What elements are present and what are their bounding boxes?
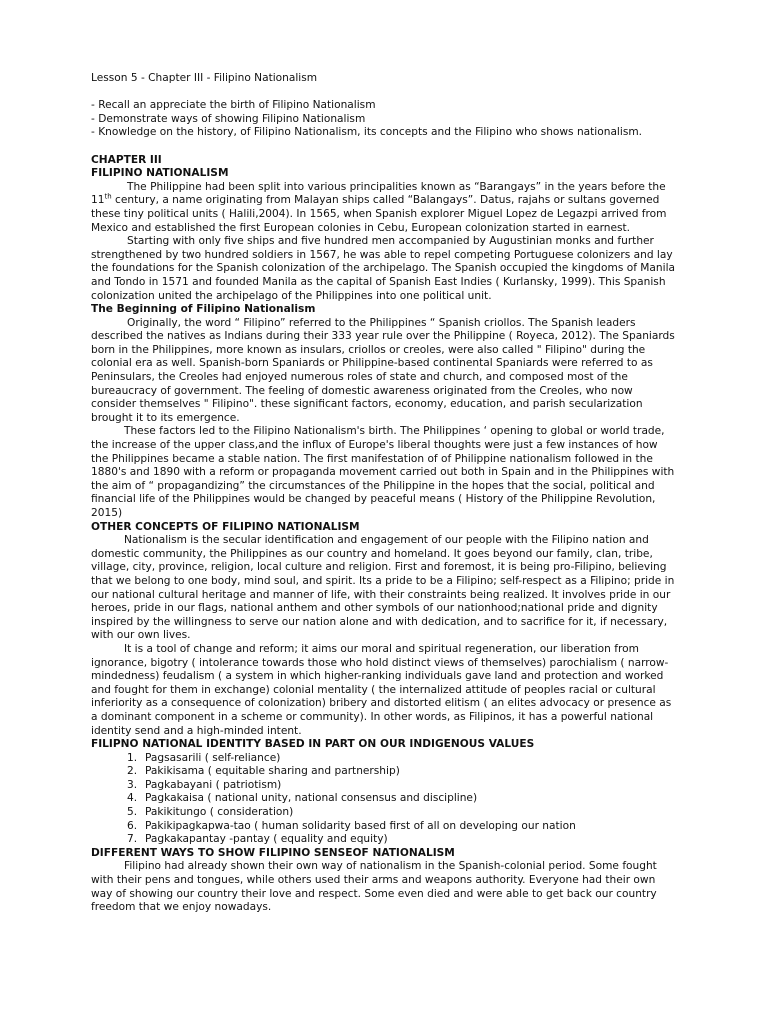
other-concepts-paragraph-2: It is a tool of change and reform; it aims our moral and spiritual regeneration, our liberation from ignorance, bigotry ( intolerance towards those who hold distinct views of themselves) parochialism ( narrow-mindedness) feudalism ( a system in which higher-ranking individuals gave land and protection and worked and fought for them in exchange) colonial mentality ( the internalized attitude of peoples racial or cultural inferiority as a consequence of colonization) bribery and distorted elitism ( an elites advocacy or presence as a dominant component in a scheme or community). In other words, as Filipinos, it has a powerful national identity send and a high-minded intent. — [91, 642, 672, 737]
list-text: Pagsasarili ( self-reliance) — [145, 751, 281, 764]
lesson-title: Lesson 5 - Chapter III - Filipino Nationalism — [91, 72, 318, 84]
list-number: 4. — [127, 792, 138, 805]
list-text: Pagkabayani ( patriotism) — [145, 778, 282, 791]
intro-text-b: century, a name originating from Malayan ships called “Balangays”. Datus, rajahs or sultans governed these tiny political units ( Halili,2004). In 1565, when Spanish explorer Miguel Lopez de Legazpi arrived from Mexico and established the first European colonies in Cebu, European colonization started in earnest. — [91, 194, 667, 234]
list-item — [127, 779, 676, 793]
list-number: 2. — [127, 765, 138, 778]
list-number: 3. — [127, 778, 138, 791]
list-text: Pagkakaisa ( national unity, national consensus and discipline) — [145, 792, 478, 805]
ways-paragraph-1: Filipino had already shown their own way of nationalism in the Spanish-colonial period. Some fought with their pens and tongues, while others used their arms and weapons authority. Everyone had their own way of showing our country their love and respect. Some even died and were able to get back our country freedom that we enjoy nowadays. — [91, 860, 657, 914]
ordinal-suffix: th — [104, 192, 112, 201]
list-item — [127, 833, 676, 847]
list-number: 6. — [127, 819, 138, 832]
list-item — [127, 765, 676, 779]
list-text: Pakikipagkapwa-tao ( human solidarity based first of all on developing our nation — [145, 819, 576, 832]
list-number: 7. — [127, 833, 138, 846]
intro-text-a: The Philippine had been split into various principalities known as “Barangays” in the years before the 11 — [91, 180, 666, 207]
chapter-title: FILIPINO NATIONALISM — [91, 167, 229, 180]
list-item — [127, 820, 676, 834]
objective-item: - Recall an appreciate the birth of Filipino Nationalism — [91, 99, 376, 112]
intro-paragraph-2: Starting with only five ships and five hundred men accompanied by Augustinian monks and further strengthened by two hundred soldiers in 1567, he was able to repel competing Portuguese colonizers and lay the foundations for the Spanish colonization of the archipelago. The Spanish occupied the kingdoms of Manila and Tondo in 1571 and founded Manila as the capital of Spanish East Indies ( Kurlansky, 1999). This Spanish colonization united the archipelago of the Philippines into one political unit. — [91, 235, 676, 302]
objectives-list — [91, 99, 676, 140]
list-item — [127, 792, 676, 806]
section-heading-identity: FILIPNO NATIONAL IDENTITY BASED IN PART ON OUR INDIGENOUS VALUES — [91, 738, 535, 751]
section-heading-beginning: The Beginning of Filipino Nationalism — [91, 303, 316, 316]
objective-item: - Demonstrate ways of showing Filipino Nationalism — [91, 112, 366, 125]
list-number: 5. — [127, 806, 138, 819]
beginning-paragraph-2: These factors led to the Filipino Nationalism's birth. The Philippines ‘ opening to global or world trade, the increase of the upper class,and the influx of Europe's liberal thoughts were just a few instances of how the Philippines became a stable nation. The first manifestation of of Philippine nationalism followed in the 1880's and 1890 with a reform or propaganda movement carried out both in Spain and in the Philippines with the aim of “ propagandizing” the circumstances of the Philippine in the hopes that the social, political and financial life of the Philippines would be changed by peaceful means ( History of the Philippine Revolution, 2015) — [91, 425, 675, 519]
values-list — [91, 752, 676, 847]
list-text: Pakikisama ( equitable sharing and partnership) — [145, 765, 400, 778]
spacer — [91, 140, 676, 154]
intro-paragraph-1 — [91, 181, 676, 235]
section-heading-ways: DIFFERENT WAYS TO SHOW FILIPINO SENSEOF NATIONALISM — [91, 846, 455, 859]
other-concepts-paragraph-1: Nationalism is the secular identification and engagement of our people with the Filipino nation and domestic community, the Philippines as our country and homeland. It goes beyond our family, clan, tribe, village, city, province, religion, local culture and religion. First and foremost, it is being pro-Filipino, believing that we belong to one body, mind soul, and spirit. Its a pride to be a Filipino; self-respect as a Filipino; pride in our national cultural heritage and manner of life, with their constraints being realized. It involves pride in our heroes, pride in our flags, national anthem and other symbols of our nationhood;national pride and dignity inspired by the willingness to serve our nation alone and with dedication, and to sacrifice for it, if necessary, with our own lives. — [91, 534, 675, 642]
list-item — [127, 806, 676, 820]
spacer — [91, 86, 676, 100]
section-heading-other-concepts: OTHER CONCEPTS OF FILIPINO NATIONALISM — [91, 520, 360, 533]
list-item — [127, 752, 676, 766]
beginning-paragraph-1: Originally, the word “ Filipino” referred to the Philippines “ Spanish criollos. The Spanish leaders described the natives as Indians during their 333 year rule over the Philippine ( Royeca, 2012). The Spaniards born in the Philippines, more known as insulars, criollos or creoles, were also called " Filipino" during the colonial era as well. Spanish-born Spaniards or Philippine-based continental Spaniards were referred to as Peninsulars, the Creoles had enjoyed numerous roles of state and church, and composed most of the bureaucracy of government. The feeling of domestic awareness originated from the Creoles, who now consider themselves " Filipino". these significant factors, economy, education, and parish secularization brought it to its emergence. — [91, 316, 675, 424]
objective-item: - Knowledge on the history, of Filipino Nationalism, its concepts and the Filipino who shows nationalism. — [91, 126, 643, 139]
list-text: Pagkakapantay -pantay ( equality and equity) — [145, 833, 388, 846]
list-number: 1. — [127, 751, 138, 764]
chapter-label: CHAPTER III — [91, 153, 162, 166]
list-text: Pakikitungo ( consideration) — [145, 806, 294, 819]
